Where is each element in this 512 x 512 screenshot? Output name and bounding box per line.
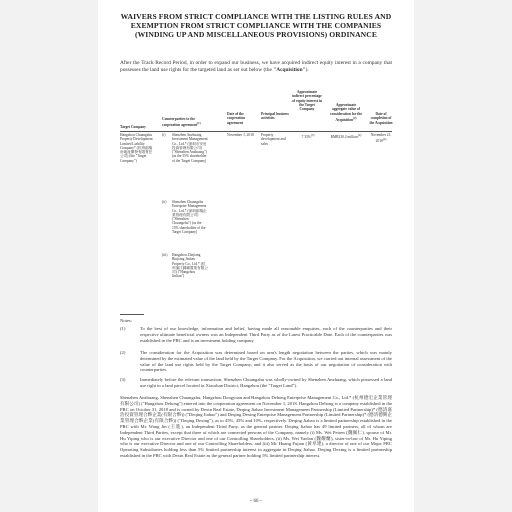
cell-consideration-value: RMB230.2 million: [330, 135, 358, 140]
header-counterparties-text: Counterparties to the cooperation agreement: [162, 117, 198, 128]
header-counterparties: [162, 117, 208, 128]
header-completion: Date of completion of the Acquisition: [369, 112, 393, 125]
header-date: Date of the cooperation agreement: [227, 112, 246, 125]
page-title: [120, 12, 392, 40]
cell-completion-note: (4): [382, 137, 387, 142]
document-page: [98, 0, 414, 512]
note-2-num: (2): [120, 350, 126, 355]
cp-1-text: Shenzhen Anzhuang Investment Management Co., Ltd.* (深圳市安壯投資管理有限公司) ("Shenzhen Anzhuang") (as the 55% shareholder of the Target Company): [172, 133, 208, 163]
header-principal: Principal business activities: [261, 112, 289, 121]
intro-term: "Acquisition": [273, 66, 306, 73]
notes-rule: [120, 314, 144, 315]
cell-principal: Property development and sales: [261, 133, 286, 146]
cell-date: November 1, 2018: [227, 133, 254, 137]
header-target-company: Target Company: [120, 125, 146, 129]
note-1-text: To the best of our knowledge, information and belief, having made all reasonable enquiries, each of the counterparties and their respective ultimate beneficial owners was an Independent Third Party as of the Latest Practicable Date. Each of the counterparties was established in the PRC and is an investment holding company.: [140, 326, 392, 343]
cell-consideration-note: (4): [357, 133, 362, 137]
notes-label: Notes:: [120, 318, 132, 323]
cell-completion-value: November 21, 2018: [370, 133, 392, 144]
intro-end: ).: [305, 66, 309, 73]
header-equity: Approximate indirect percentage of equity interest in the Target Company: [292, 90, 322, 112]
cp-1-num: (i): [162, 133, 166, 137]
page-number: – 66 –: [249, 499, 263, 504]
intro-text: After the Track Record Period, in order to expand our business, we have acquired indirect equity interest in a company that possesses the land use rights for the targeted land as set out below (the: [120, 60, 392, 73]
header-consideration-note: (2): [353, 115, 357, 120]
cell-completion: [368, 133, 394, 144]
cp-2-num: (ii): [162, 200, 167, 204]
header-consideration-text: Approximate aggregate value of consideration for the Acquisition: [330, 103, 362, 123]
header-counterparties-note: (1): [197, 121, 201, 126]
cp-3-num: (iii): [162, 253, 168, 257]
cell-target-company: Hangzhou Chuangzhu Property Development Limited Liability Company* (杭州創築房地產開發有限責任公司) (the "Target Company"): [120, 133, 153, 163]
cell-consideration: [328, 133, 364, 139]
table-header-rule: [120, 131, 392, 132]
cell-equity-value: 7.35%: [301, 135, 311, 140]
title-line-2: EXEMPTION FROM STRICT COMPLIANCE WITH THE COMPANIES: [130, 21, 382, 31]
intro-paragraph: [120, 60, 392, 74]
cell-equity-note: (3): [310, 133, 315, 137]
note-3-text: Immediately before the relevant transaction, Shenzhen Chuangzhu was wholly-owned by Shenzhen Anzhuang, which possessed a land use right in a land parcel located in Xiaoshan District, Hangzhou (the "Target Land").: [140, 377, 392, 388]
note-1-num: (1): [120, 326, 126, 331]
title-line-3: (WINDING UP AND MISCELLANEOUS PROVISIONS) ORDINANCE: [134, 30, 377, 40]
cp-2-text: Shenzhen Chuangzhu Enterprise Management Co., Ltd.* (深圳創築企業管理有限公司) ("Shenzhen Chuangzhu") (as the 15% shareholder of the Target Company): [172, 200, 207, 235]
note-2-text: The consideration for the Acquisition was determined based on arm's length negotiation between the parties, which was mainly determined by the estimated value of the land held by the Target Company. For the Acquisition, we carried out internal assessment of the value of the land use rights held by the Target Company, and it also served as the basis of our negotiation of consideration with counterparties.: [140, 350, 392, 373]
cp-3-text: Hangzhou Zhejiang Binjiang Jinlian Property Co., Ltd.* (杭州濱江錦聯置業有限公司) ("Hangzhou Jinlian"): [172, 253, 208, 279]
title-line-1: WAIVERS FROM STRICT COMPLIANCE WITH THE LISTING RULES AND: [120, 12, 392, 21]
note-3-num: (3): [120, 377, 126, 382]
cell-equity: [294, 133, 322, 139]
body-paragraph: Shenzhen Anzhuang, Shenzhen Chuangzhu, Hangzhou Dongyuan and Hangzhou Dehong Enterprise Management Co., Ltd.* (杭州德宏企業管理有限公司) ("Hangzhou Dehong") entered into the cooperation agreement on November 1, 2018. Hangzhou Dehong is a company established in the PRC on October 31, 2018 and is owned by Dexin Real Estate, Deqing Jiahao Investment Management Partnership (Limited Partnership)* (德清嘉浩投資管理合夥企業(有限合夥)) ("Deqing Jiahao") and Deqing Dexing Enterprise Management Partnership (Limited Partnership)* (德清德興企業管理合夥企業(有限合夥)) ("Deqing Dexing"), as to 45%, 45% and 10%, respectively. Deqing Jiahao is a limited partnership established in the PRC with Mr. Wang Jin (王進), an Independent Third Party, as the general partner. Deqing Jiahao has 49 limited partners, all of whom are Independent Third Parties, except that three of which are connected persons of the Company, namely (i) Ms. Wei Peiren (魏佩仁), spouse of Mr. Hu Yiping who is our executive Director and one of our Controlling Shareholders, (ii) Ms. Wei Yaolan (魏耀蘭), sister-in-law of Mr. Hu Yiping who is our executive Director and one of our Controlling Shareholders, and (iii) Mr. Huang Fujian (黃阜建), a director of one of our Major PRC Operating Subsidiaries holding less than 5% limited partnership interest in aggregate in Deqing Jiahao. Deqing Dexing is a limited partnership established in the PRC with Dexin Real Estate as the general partner holding 5% limited partnership interest.: [120, 395, 392, 458]
header-consideration: [328, 103, 364, 122]
